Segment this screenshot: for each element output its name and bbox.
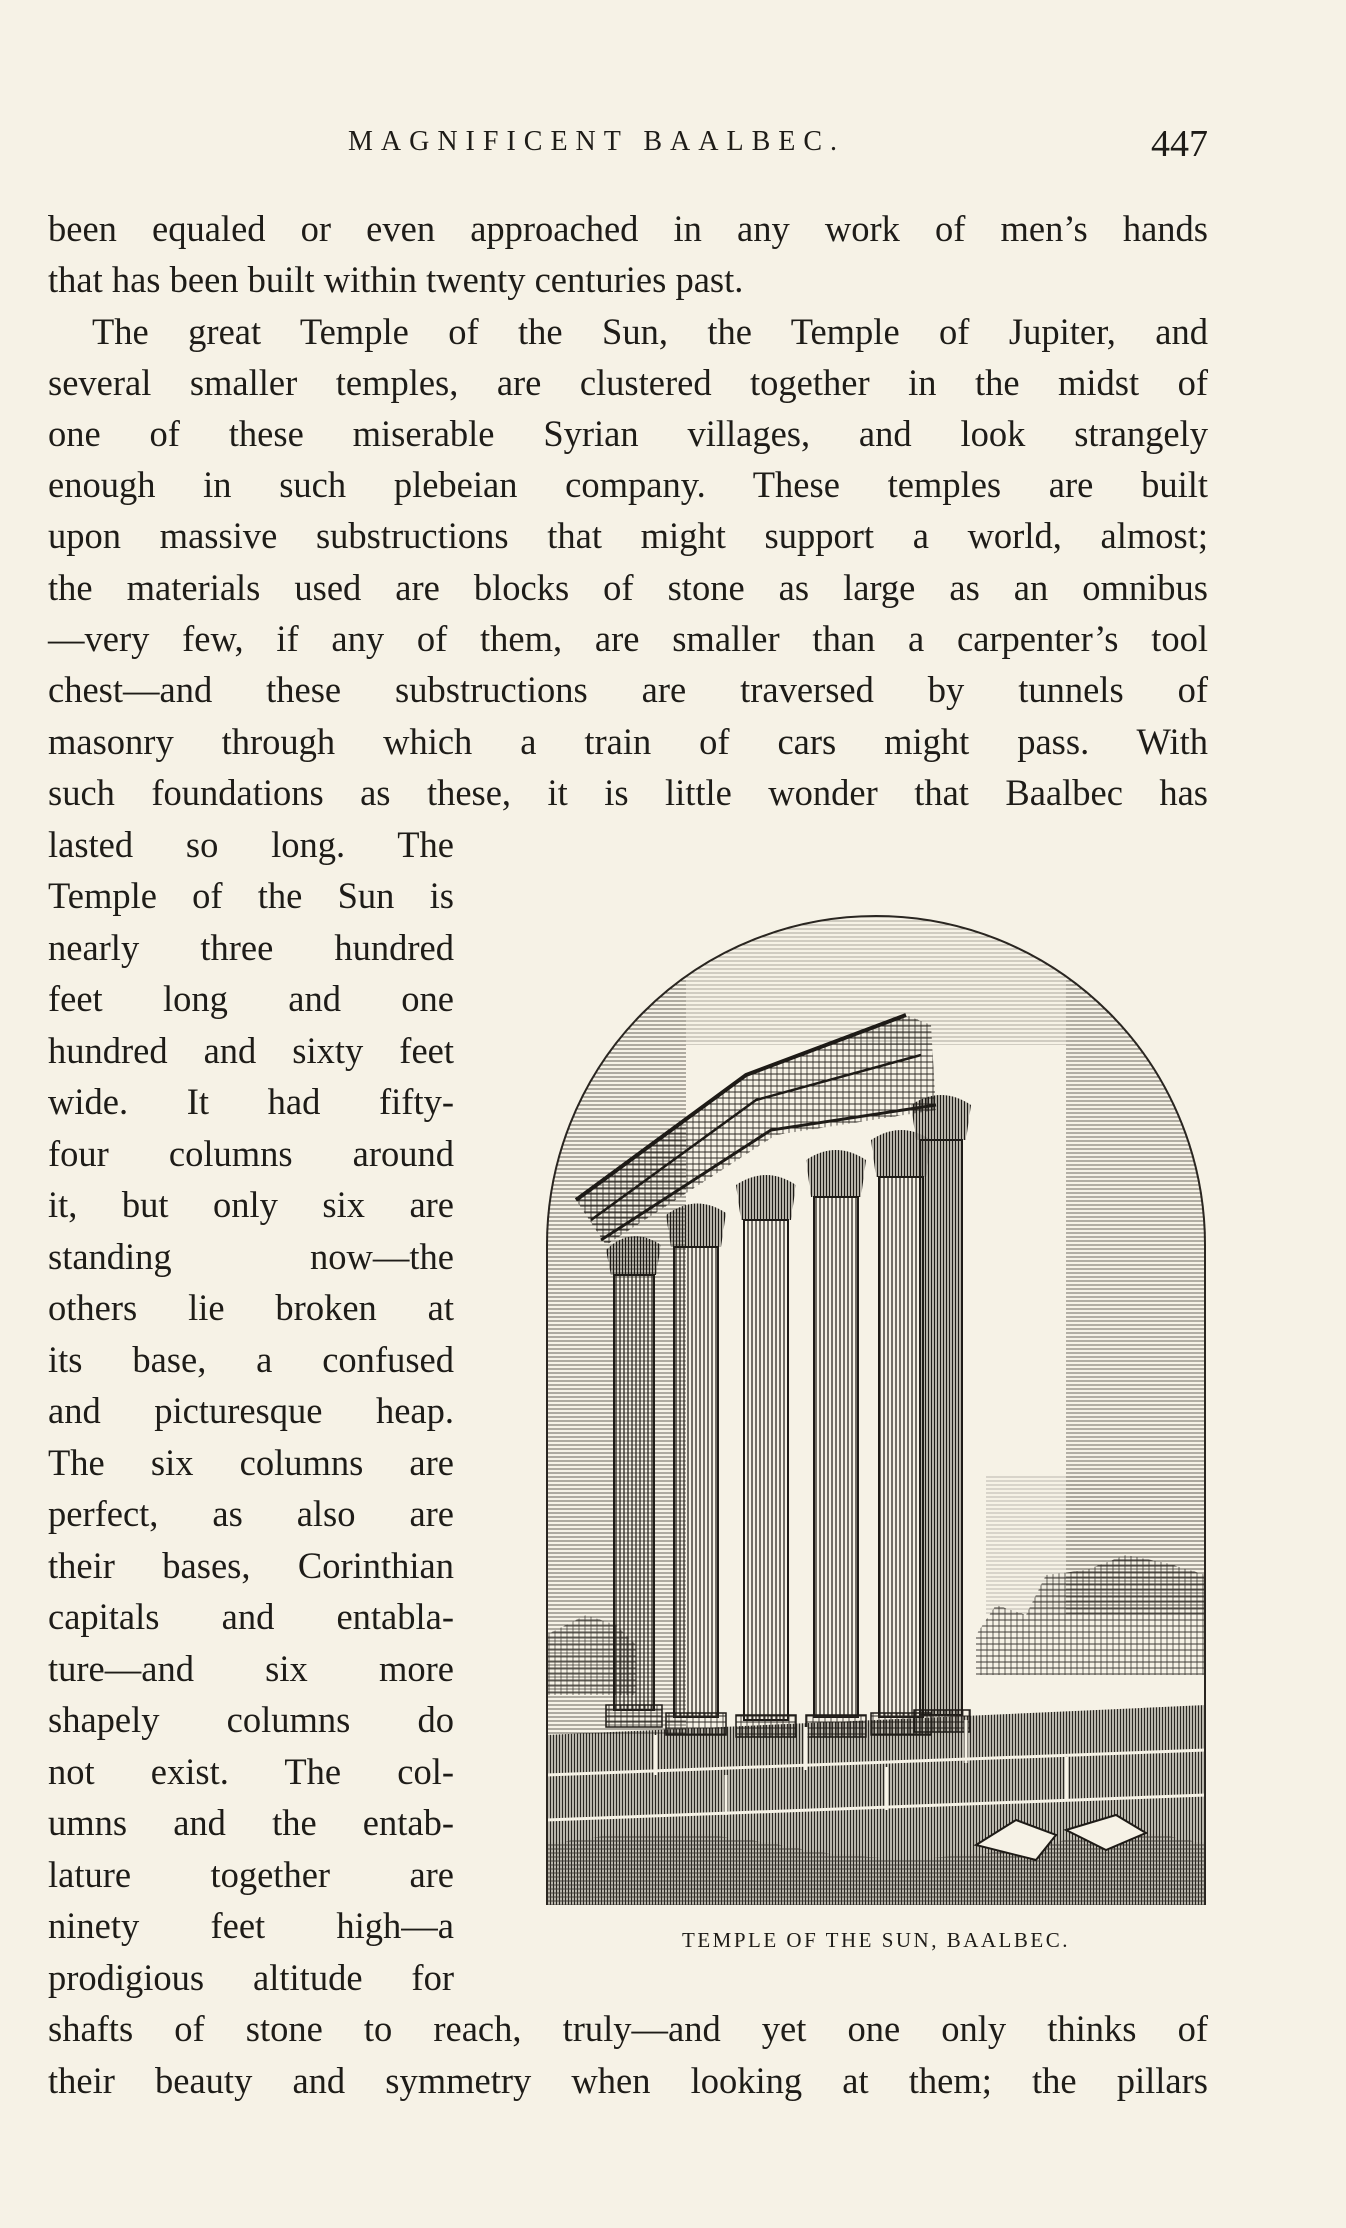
body-line: that has been built within twenty centuries past. (48, 259, 744, 300)
body-line-narrow: their bases, Corinthian (48, 1545, 454, 1586)
body-line-narrow: not exist. The col- (48, 1751, 454, 1792)
body-line-narrow: ninety feet high—a (48, 1905, 454, 1946)
body-line: chest—and these substructions are traversed by tunnels of (48, 669, 1208, 710)
body-line-narrow: capitals and entabla- (48, 1596, 454, 1637)
figure-caption: TEMPLE OF THE SUN, BAALBEC. (682, 1928, 1070, 1952)
body-line: upon massive substructions that might support a world, almost; (48, 515, 1208, 556)
body-line: shafts of stone to reach, truly—and yet one only thinks of (48, 2008, 1208, 2049)
body-line: several smaller temples, are clustered together in the midst of (48, 362, 1208, 403)
body-line-narrow: shapely columns do (48, 1699, 454, 1740)
paragraph-first-line: The great Temple of the Sun, the Temple of Jupiter, and (92, 311, 1208, 352)
temple-illustration (546, 915, 1206, 1925)
body-line-narrow: four columns around (48, 1133, 454, 1174)
body-line: masonry through which a train of cars might pass. With (48, 721, 1208, 762)
body-line: one of these miserable Syrian villages, and look strangely (48, 413, 1208, 454)
page-number: 447 (1151, 123, 1208, 165)
body-line: —very few, if any of them, are smaller than a carpenter’s tool (48, 618, 1208, 659)
running-head (48, 122, 1208, 166)
body-line: their beauty and symmetry when looking at them; the pillars (48, 2060, 1208, 2101)
body-line-narrow: and picturesque heap. (48, 1390, 454, 1431)
temple-engraving (546, 915, 1206, 1905)
body-line-narrow: perfect, as also are (48, 1493, 454, 1534)
body-line-narrow: Temple of the Sun is (48, 875, 454, 916)
body-line-narrow: it, but only six are (48, 1184, 454, 1225)
body-line-narrow: feet long and one (48, 978, 454, 1019)
body-line-narrow: lature together are (48, 1854, 454, 1895)
body-line-narrow: its base, a confused (48, 1339, 454, 1380)
body-line-narrow: ture—and six more (48, 1648, 454, 1689)
body-line: the materials used are blocks of stone as large as an omnibus (48, 567, 1208, 608)
body-line-narrow: prodigious altitude for (48, 1957, 454, 1998)
body-line: enough in such plebeian company. These temples are built (48, 464, 1208, 505)
body-line-narrow: wide. It had fifty- (48, 1081, 454, 1122)
body-line-narrow: The six columns are (48, 1442, 454, 1483)
body-line-narrow: lasted so long. The (48, 824, 454, 865)
body-line-narrow: others lie broken at (48, 1287, 454, 1328)
body-line-narrow: standing now—the (48, 1236, 454, 1277)
body-line-narrow: nearly three hundred (48, 927, 454, 968)
body-line-narrow: umns and the entab- (48, 1802, 454, 1843)
body-line: been equaled or even approached in any work of men’s hands (48, 208, 1208, 249)
running-title: MAGNIFICENT BAALBEC. (348, 126, 846, 157)
body-line: such foundations as these, it is little wonder that Baalbec has (48, 772, 1208, 813)
body-line-narrow: hundred and sixty feet (48, 1030, 454, 1071)
